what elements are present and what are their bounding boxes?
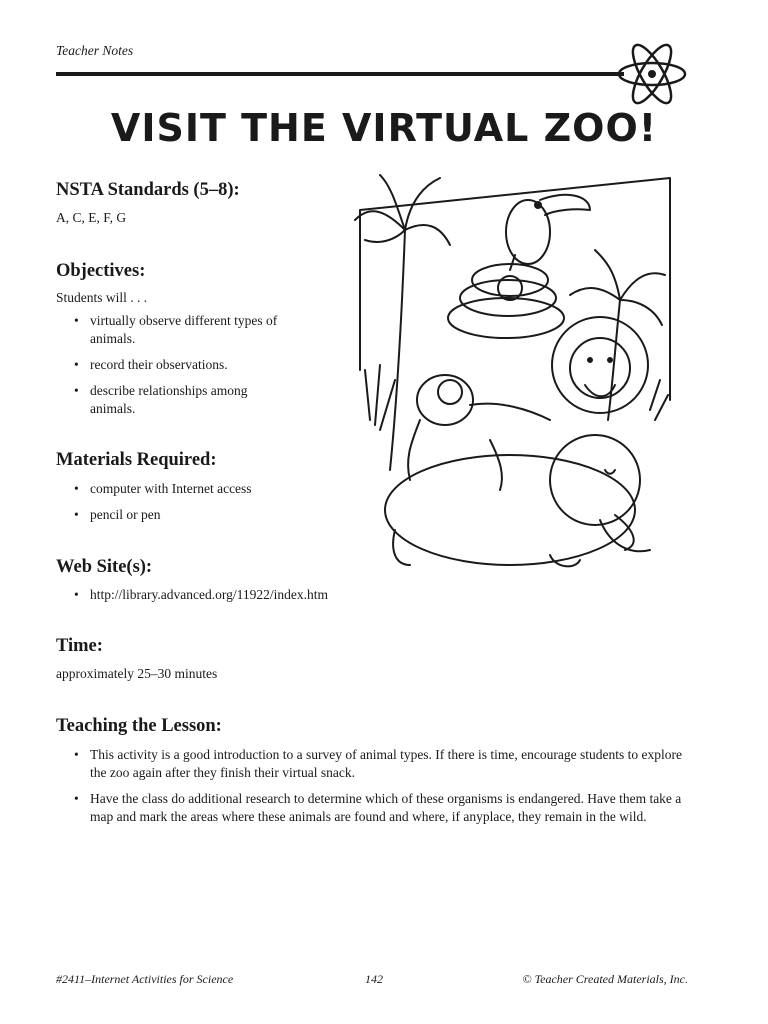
list-item: • record their observations.	[74, 356, 294, 374]
list-item: • describe relationships among animals.	[74, 382, 294, 418]
footer-page-number: 142	[365, 972, 383, 986]
list-item: • This activity is a good introduction to a survey of animal types. If there is time, encourage students to explore the zoo again after they finish their virtual snack.	[74, 746, 689, 782]
zoo-animals-illustration	[350, 170, 675, 580]
objectives-list	[74, 312, 294, 426]
list-item: • pencil or pen	[74, 506, 334, 524]
objectives-heading: Objectives:	[56, 261, 146, 281]
footer-left: #2411–Internet Activities for Science	[56, 972, 234, 986]
time-value: approximately 25–30 minutes	[56, 666, 218, 681]
header-rule	[56, 72, 624, 76]
objectives-intro: Students will . . .	[56, 290, 148, 305]
header-label: Teacher Notes	[56, 43, 134, 58]
website-link[interactable]: • http://library.advanced.org/11922/index.htm	[74, 586, 394, 604]
websites-heading: Web Site(s):	[56, 557, 153, 577]
atom-icon	[614, 42, 690, 106]
teaching-list	[74, 746, 689, 834]
websites-list	[74, 586, 394, 612]
list-item: • virtually observe different types of animals.	[74, 312, 294, 348]
nsta-value: A, C, E, F, G	[56, 210, 127, 225]
list-item: • Have the class do additional research to determine which of these organisms is endangered. Have them take a map and mark the areas where these animals are found and where, if anyplace, they remain in the wild.	[74, 790, 689, 826]
nsta-heading: NSTA Standards (5–8):	[56, 180, 240, 200]
teaching-heading: Teaching the Lesson:	[56, 716, 222, 736]
materials-heading: Materials Required:	[56, 450, 217, 470]
page-title: VISIT THE VIRTUAL ZOO!	[110, 106, 658, 150]
footer-right: © Teacher Created Materials, Inc.	[522, 972, 688, 986]
time-heading: Time:	[56, 636, 103, 656]
materials-list	[74, 480, 334, 532]
list-item: • computer with Internet access	[74, 480, 334, 498]
